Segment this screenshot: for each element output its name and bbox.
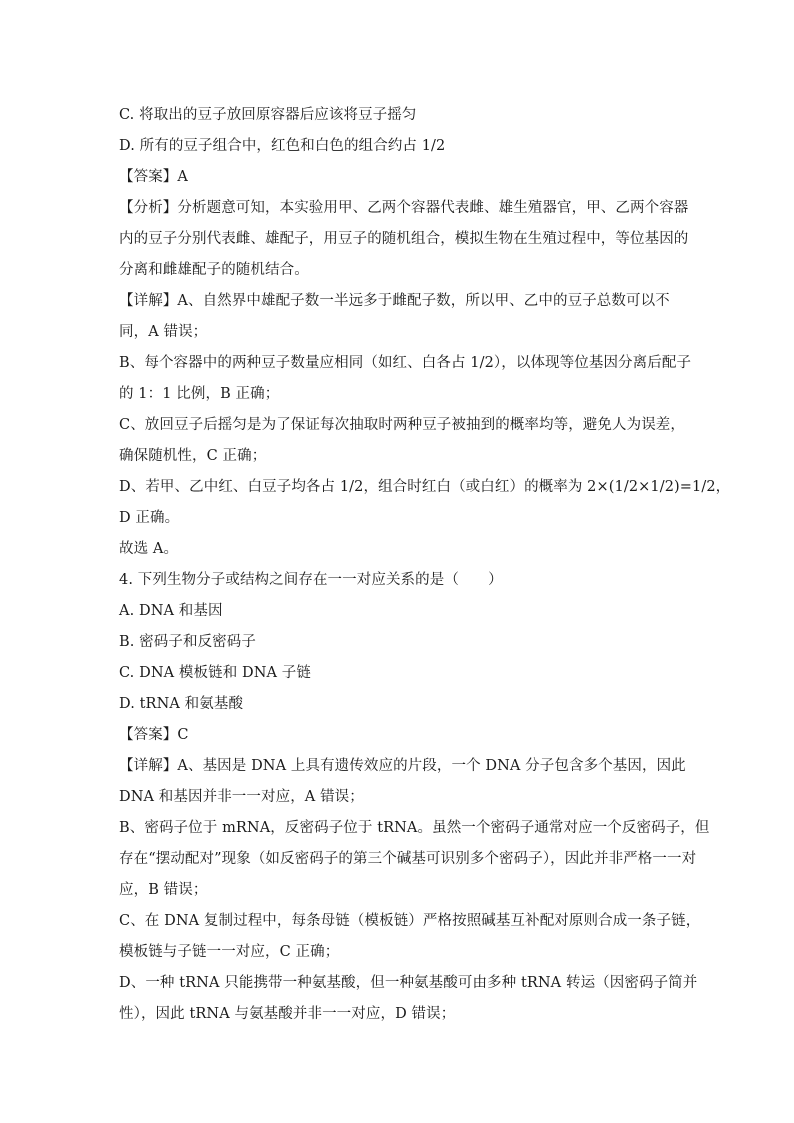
question-4-stem: 4. 下列生物分子或结构之间存在一一对应关系的是（ ） bbox=[119, 572, 503, 588]
option-d-line: D. 所有的豆子组合中，红色和白色的组合约占 1/2 bbox=[119, 138, 446, 154]
explanation-c-line-1: C、放回豆子后摇匀是为了保证每次抽取时两种豆子被抽到的概率均等，避免人为误差， bbox=[119, 417, 685, 433]
option-c-line: C. 将取出的豆子放回原容器后应该将豆子摇匀 bbox=[119, 107, 417, 123]
q4-option-d: D. tRNA 和氨基酸 bbox=[119, 696, 244, 712]
q4-explanation-a-line-1: 【详解】A、基因是 DNA 上具有遗传效应的片段，一个 DNA 分子包含多个基因，因此 bbox=[119, 758, 686, 774]
q4-explanation-a-line-2: DNA 和基因并非一一对应，A 错误； bbox=[119, 789, 364, 805]
explanation-c-line-2: 确保随机性，C 正确； bbox=[119, 448, 267, 464]
conclusion-line: 故选 A。 bbox=[119, 541, 179, 557]
analysis-line-2: 内的豆子分别代表雌、雄配子，用豆子的随机组合，模拟生物在生殖过程中，等位基因的 bbox=[119, 231, 689, 247]
analysis-line-3: 分离和雌雄配子的随机结合。 bbox=[119, 262, 309, 278]
explanation-a-line-2: 同，A 错误； bbox=[119, 324, 208, 340]
q4-answer-line: 【答案】C bbox=[119, 727, 189, 743]
q4-explanation-b-line-1: B、密码子位于 mRNA，反密码子位于 tRNA。虽然一个密码子通常对应一个反密码子，但 bbox=[119, 820, 710, 836]
explanation-a-line-1: 【详解】A、自然界中雄配子数一半远多于雌配子数，所以甲、乙中的豆子总数可以不 bbox=[119, 293, 670, 309]
q4-explanation-b-line-2: 存在“摆动配对”现象（如反密码子的第三个碱基可识别多个密码子），因此并非严格一一对 bbox=[119, 851, 697, 867]
q4-explanation-d-line-1: D、一种 tRNA 只能携带一种氨基酸，但一种氨基酸可由多种 tRNA 转运（因密码子简并 bbox=[119, 975, 698, 991]
explanation-d-line-2: D 正确。 bbox=[119, 510, 180, 526]
q4-explanation-b-line-3: 应，B 错误； bbox=[119, 882, 208, 898]
answer-line: 【答案】A bbox=[119, 169, 188, 185]
explanation-b-line-2: 的 1：1 比例，B 正确； bbox=[119, 386, 280, 402]
q4-option-b: B. 密码子和反密码子 bbox=[119, 634, 256, 650]
explanation-b-line-1: B、每个容器中的两种豆子数量应相同（如红、白各占 1/2），以体现等位基因分离后配子 bbox=[119, 355, 692, 371]
analysis-line-1: 【分析】分析题意可知，本实验用甲、乙两个容器代表雌、雄生殖器官，甲、乙两个容器 bbox=[119, 200, 689, 216]
explanation-d-line-1: D、若甲、乙中红、白豆子均各占 1/2，组合时红白（或白红）的概率为 2×(1/2×1/2)=1/2， bbox=[119, 479, 731, 495]
q4-option-c: C. DNA 模板链和 DNA 子链 bbox=[119, 665, 311, 681]
q4-explanation-c-line-1: C、在 DNA 复制过程中，每条母链（模板链）严格按照碱基互补配对原则合成一条子链， bbox=[119, 913, 701, 929]
document-page bbox=[119, 100, 731, 1030]
q4-explanation-c-line-2: 模板链与子链一一对应，C 正确； bbox=[119, 944, 340, 960]
q4-explanation-d-line-2: 性），因此 tRNA 与氨基酸并非一一对应，D 错误； bbox=[119, 1006, 456, 1022]
q4-option-a: A. DNA 和基因 bbox=[119, 603, 223, 619]
